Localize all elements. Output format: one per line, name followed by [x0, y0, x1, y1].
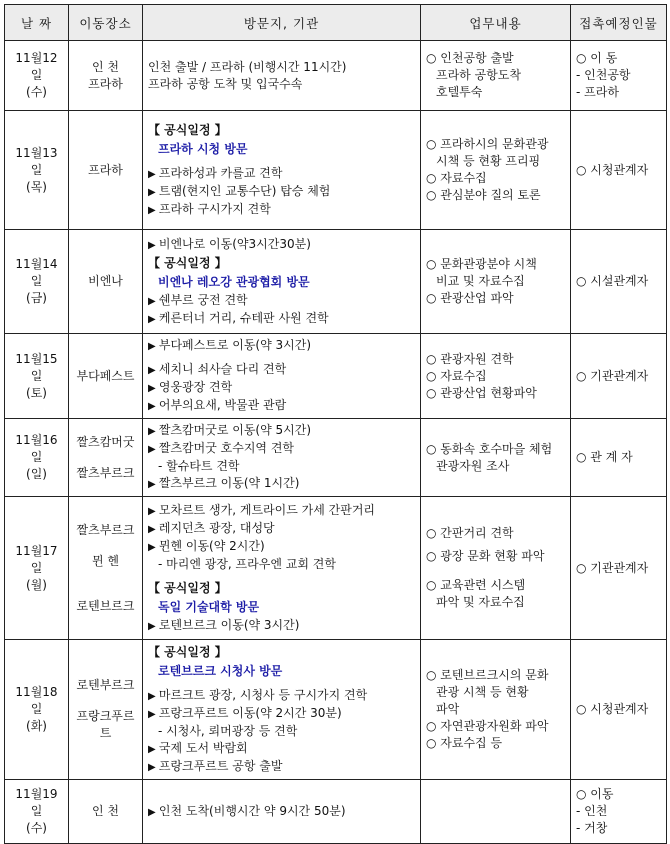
date-cell — [5, 230, 69, 334]
contact-cell — [571, 419, 667, 497]
contact-text: ○ 시청관계자 — [576, 162, 649, 177]
place-text: 짤츠부르크 — [76, 522, 135, 537]
table-row — [5, 111, 667, 230]
place-cell — [69, 111, 143, 230]
itinerary-body — [5, 41, 667, 844]
business-text: ○ 관심분야 질의 토론 — [426, 188, 541, 202]
visit-cell — [143, 41, 421, 111]
date-cell — [5, 640, 69, 780]
visit-subitem: - 시청사, 뢰머광장 등 견학 — [158, 724, 298, 738]
contact-cell — [571, 41, 667, 111]
business-cell — [421, 230, 571, 334]
visit-cell — [143, 419, 421, 497]
date-text: 11월13일 — [15, 145, 58, 177]
place-text: 뮌 헨 — [92, 553, 119, 568]
place-cell — [69, 419, 143, 497]
business-text: ○ 관광산업 현황파악 — [426, 385, 537, 400]
place-text: 부다페스트 — [76, 368, 135, 383]
place-text: 인 천 — [92, 804, 119, 818]
official-visit-title: 프라하 시청 방문 — [158, 142, 248, 156]
visit-subitem: - 할슈타트 견학 — [158, 459, 240, 473]
visit-item: ▶ 프랑크푸르트 공항 출발 — [148, 758, 415, 776]
visit-item: ▶ 영웅광장 견학 — [148, 379, 415, 397]
business-text: 파악 및 자료수집 — [436, 595, 525, 609]
table-row — [5, 640, 667, 780]
date-cell — [5, 334, 69, 419]
place-cell — [69, 497, 143, 640]
visit-item: ▶ 쉔부르 궁전 견학 — [148, 292, 415, 310]
contact-cell — [571, 111, 667, 230]
itinerary-table — [4, 4, 667, 844]
spacer — [74, 451, 137, 465]
place-text: 프라하 — [88, 162, 123, 177]
official-visit-title: 독일 기술대학 방문 — [158, 599, 260, 614]
header-row — [5, 5, 667, 41]
business-text: ○ 자연관광자원화 파악 — [426, 719, 549, 733]
visit-cell — [143, 640, 421, 780]
visit-item: ▶ 뮌헨 이동(약 2시간) — [148, 538, 415, 556]
contact-text: ○ 관 계 자 — [576, 450, 633, 464]
business-cell — [421, 419, 571, 497]
contact-cell — [571, 334, 667, 419]
date-text: 11월19일 — [15, 787, 58, 818]
date-text: (수) — [26, 821, 47, 835]
business-text: ○ 동화속 호수마을 체험 — [426, 441, 553, 456]
date-text: 11월14일 — [15, 257, 58, 288]
visit-item: ▶ 비엔나로 이동(약3시간30분) — [148, 236, 415, 254]
business-text: 관광 시책 등 현황 — [436, 685, 529, 699]
visit-item: ▶ 짤츠캄머굿 호수지역 견학 — [148, 440, 415, 458]
business-cell — [421, 111, 571, 230]
place-text: 인 천 — [92, 59, 119, 74]
business-text: ○ 프라하시의 문화관광 — [426, 137, 549, 151]
official-schedule-label: 【 공식일정 】 — [148, 123, 227, 137]
official-schedule-label: 【 공식일정 】 — [148, 255, 227, 270]
business-text: ○ 자료수집 등 — [426, 736, 503, 750]
header-business: 업무내용 — [421, 5, 571, 41]
contact-text: - 인천공항 — [576, 68, 631, 82]
visit-item: ▶ 로텐브르크 이동(약 3시간) — [148, 617, 415, 635]
header-date: 날 짜 — [5, 5, 69, 41]
visit-item: ▶ 짤츠캄머굿로 이동(약 5시간) — [148, 422, 415, 440]
visit-cell — [143, 334, 421, 419]
date-cell — [5, 41, 69, 111]
date-cell — [5, 780, 69, 844]
official-visit-title: 비엔나 레오강 관광협회 방문 — [158, 274, 310, 289]
table-row — [5, 780, 667, 844]
visit-cell — [143, 497, 421, 640]
business-text: ○ 인천공항 출발 — [426, 51, 514, 65]
header-contact: 접촉예정인물 — [571, 5, 667, 41]
visit-item: ▶ 프라하성과 카를교 견학 — [148, 165, 415, 183]
business-text: 시책 등 현황 프리핑 — [436, 154, 541, 168]
date-text: 11월17일 — [15, 543, 58, 575]
contact-cell — [571, 780, 667, 844]
visit-item: ▶ 모차르트 생가, 게트라이드 가세 간판거리 — [148, 502, 415, 520]
table-row — [5, 419, 667, 497]
date-text: 11월15일 — [15, 351, 58, 383]
date-cell — [5, 497, 69, 640]
business-cell — [421, 640, 571, 780]
table-row — [5, 230, 667, 334]
place-text: 로텐부르크 — [76, 678, 135, 692]
business-text: ○ 교육관련 시스템 — [426, 578, 526, 592]
contact-cell — [571, 640, 667, 780]
contact-text: ○ 시청관계자 — [576, 702, 649, 716]
date-text: 11월12일 — [15, 51, 58, 82]
date-text: 11월18일 — [15, 685, 58, 716]
visit-item: ▶ 프랑크푸르트 이동(약 2시간 30분) — [148, 705, 415, 723]
date-text: 11월16일 — [15, 433, 58, 464]
contact-text: ○ 기관관계자 — [576, 368, 649, 383]
business-text: 파악 — [436, 702, 460, 716]
place-cell — [69, 334, 143, 419]
contact-text: ○ 시설관계자 — [576, 274, 649, 288]
contact-text: - 인천 — [576, 804, 608, 818]
date-text: (수) — [26, 85, 47, 99]
date-text: (일) — [26, 467, 47, 481]
visit-item: ▶ 마르크트 광장, 시청사 등 구시가지 견학 — [148, 687, 415, 705]
business-text: 비교 및 자료수집 — [436, 274, 525, 288]
contact-text: - 프라하 — [576, 85, 619, 99]
place-text: 로텐브르크 — [76, 598, 135, 613]
business-text: ○ 관광자원 견학 — [426, 351, 514, 366]
official-schedule-label: 【 공식일정 】 — [148, 645, 227, 659]
official-schedule-label: 【 공식일정 】 — [148, 580, 227, 595]
table-row — [5, 41, 667, 111]
business-text: 프라하 공항도착 — [436, 68, 521, 82]
place-text: 짤츠부르크 — [76, 465, 135, 480]
contact-text: ○ 이 동 — [576, 51, 618, 65]
business-text: ○ 관광산업 파악 — [426, 291, 514, 305]
date-text: (금) — [26, 291, 47, 305]
place-cell — [69, 780, 143, 844]
visit-item: ▶ 국제 도서 박람회 — [148, 740, 415, 758]
business-cell — [421, 497, 571, 640]
table-row — [5, 497, 667, 640]
place-cell — [69, 640, 143, 780]
business-cell — [421, 780, 571, 844]
spacer — [74, 694, 137, 708]
visit-cell — [143, 111, 421, 230]
visit-item: ▶ 인천 도착(비행시간 약 9시간 50분) — [148, 803, 415, 821]
visit-item: ▶ 트램(현지인 교통수단) 탑승 체험 — [148, 183, 415, 201]
date-text: (토) — [26, 385, 47, 400]
business-text: ○ 자료수집 — [426, 368, 487, 383]
visit-item: ▶ 어부의요새, 박물관 관람 — [148, 397, 415, 415]
visit-item: ▶ 부다페스트로 이동(약 3시간) — [148, 337, 415, 355]
place-text: 프라하 — [88, 76, 123, 91]
visit-cell — [143, 780, 421, 844]
header-place: 이동장소 — [69, 5, 143, 41]
business-text: ○ 로텐브르크시의 문화 — [426, 668, 549, 682]
business-cell — [421, 41, 571, 111]
business-text: ○ 간판거리 견학 — [426, 526, 514, 540]
contact-text: ○ 이동 — [576, 787, 614, 801]
header-visit: 방문지, 기관 — [143, 5, 421, 41]
date-cell — [5, 111, 69, 230]
table-row — [5, 334, 667, 419]
place-cell — [69, 41, 143, 111]
place-cell — [69, 230, 143, 334]
official-visit-title: 로텐브르크 시청사 방문 — [158, 664, 283, 678]
visit-cell — [143, 230, 421, 334]
visit-subitem: - 마리엔 광장, 프라우엔 교회 견학 — [158, 556, 336, 571]
business-cell — [421, 334, 571, 419]
business-text: ○ 자료수집 — [426, 171, 487, 185]
place-text: 비엔나 — [88, 274, 123, 288]
business-text: ○ 광장 문화 현황 파악 — [426, 549, 545, 563]
visit-text: 인천 출발 / 프라하 (비행시간 11시간) — [148, 59, 347, 74]
visit-item: ▶ 세치니 쇠사슬 다리 견학 — [148, 361, 415, 379]
place-text: 프랑크푸르 — [76, 709, 135, 723]
visit-text: 프라하 공항 도착 및 입국수속 — [148, 76, 303, 91]
date-text: (목) — [26, 179, 47, 194]
date-text: (월) — [26, 577, 47, 592]
business-text: ○ 문화관광분야 시책 — [426, 257, 537, 271]
date-cell — [5, 419, 69, 497]
business-text: 관광자원 조사 — [436, 458, 510, 473]
contact-text: - 거창 — [576, 821, 608, 835]
place-text: 짤츠캄머굿 — [76, 434, 135, 449]
place-text: 트 — [99, 726, 112, 740]
visit-item: ▶ 짤츠부르크 이동(약 1시간) — [148, 475, 415, 493]
spacer — [74, 570, 137, 584]
visit-item: ▶ 레지던츠 광장, 대성당 — [148, 520, 415, 538]
business-text: 호텔투숙 — [436, 85, 483, 99]
contact-cell — [571, 497, 667, 640]
date-text: (화) — [26, 719, 47, 733]
contact-text: ○ 기관관계자 — [576, 560, 649, 575]
visit-item: ▶ 프라하 구시가지 견학 — [148, 201, 415, 219]
contact-cell — [571, 230, 667, 334]
visit-item: ▶ 케른터너 거리, 슈테판 사원 견학 — [148, 310, 415, 328]
spacer — [74, 584, 137, 598]
spacer — [74, 539, 137, 553]
